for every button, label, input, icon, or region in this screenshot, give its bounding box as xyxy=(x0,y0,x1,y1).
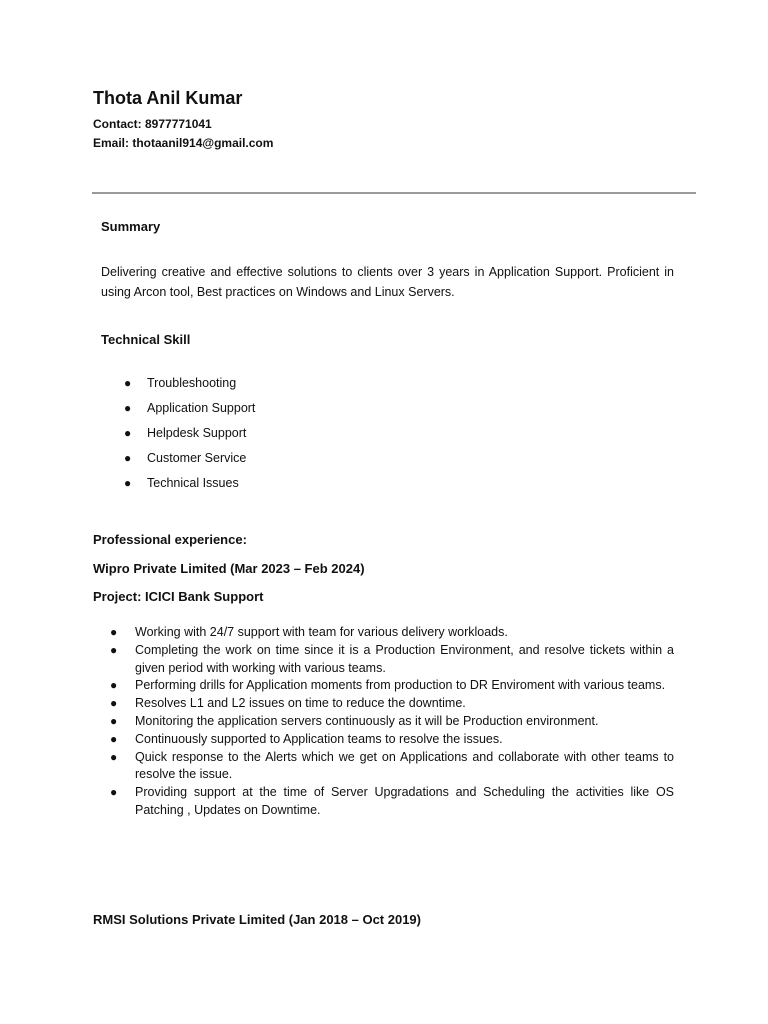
duty-text: Resolves L1 and L2 issues on time to reduce the downtime. xyxy=(135,696,466,711)
duty-item xyxy=(108,695,674,713)
duty-item xyxy=(108,642,674,678)
duty-item xyxy=(108,624,674,642)
duty-text: Quick response to the Alerts which we get on Applications and collaborate with other teams to resolve the issue. xyxy=(135,749,674,782)
bullet-icon: ● xyxy=(110,678,118,693)
duty-item xyxy=(108,749,674,785)
summary-text: Delivering creative and effective solutions to clients over 3 years in Application Support. Proficient in using Arcon tool, Best practices on Windows and Linux Servers. xyxy=(101,265,674,299)
summary-heading: Summary xyxy=(101,219,161,234)
bullet-icon: ● xyxy=(124,476,132,490)
bullet-icon: ● xyxy=(110,625,118,639)
duty-item xyxy=(108,731,674,749)
job-title-rmsi: RMSI Solutions Private Limited (Jan 2018 – Oct 2019) xyxy=(93,912,421,927)
duty-text: Providing support at the time of Server Upgradations and Scheduling the activities like OS Patching , Updates on Downtime. xyxy=(135,785,674,817)
duty-item xyxy=(108,784,674,820)
bullet-icon: ● xyxy=(110,749,118,764)
duty-text: Completing the work on time since it is a Production Environment, and resolve tickets within a given period with working with various teams. xyxy=(135,642,674,675)
job-title-wipro: Wipro Private Limited (Mar 2023 – Feb 2024) xyxy=(93,561,365,576)
technical-skill-heading: Technical Skill xyxy=(101,332,191,347)
skill-label: Customer Service xyxy=(147,451,247,465)
duty-text: Working with 24/7 support with team for various delivery workloads. xyxy=(135,625,508,639)
experience-heading: Professional experience: xyxy=(93,532,247,547)
skill-item xyxy=(120,425,255,450)
skill-item xyxy=(120,450,255,475)
skills-list xyxy=(120,375,255,500)
bullet-icon: ● xyxy=(110,785,118,800)
candidate-name: Thota Anil Kumar xyxy=(93,88,243,108)
duty-text: Continuously supported to Application teams to resolve the issues. xyxy=(135,731,503,746)
header-divider xyxy=(92,192,696,194)
bullet-icon: ● xyxy=(110,642,118,657)
skill-label: Helpdesk Support xyxy=(147,426,247,440)
duty-item xyxy=(108,713,674,731)
bullet-icon: ● xyxy=(124,401,132,415)
skill-item xyxy=(120,375,255,400)
bullet-icon: ● xyxy=(110,696,118,711)
project-title: Project: ICICI Bank Support xyxy=(93,589,264,604)
skill-item xyxy=(120,475,255,500)
bullet-icon: ● xyxy=(110,713,118,728)
skill-label: Technical Issues xyxy=(147,476,239,490)
duty-item xyxy=(108,677,674,695)
skill-label: Application Support xyxy=(147,401,256,415)
duty-text: Monitoring the application servers continuously as it will be Production environment. xyxy=(135,713,599,728)
bullet-icon: ● xyxy=(124,451,132,465)
contact-line: Contact: 8977771041 xyxy=(93,117,212,131)
skill-item xyxy=(120,400,255,425)
skill-label: Troubleshooting xyxy=(147,376,237,390)
bullet-icon: ● xyxy=(110,731,118,746)
bullet-icon: ● xyxy=(124,426,132,440)
bullet-icon: ● xyxy=(124,376,132,390)
duties-list xyxy=(108,624,674,820)
email-line: Email: thotaanil914@gmail.com xyxy=(93,136,274,150)
duty-text: Performing drills for Application moments from production to DR Enviroment with various teams. xyxy=(135,678,666,693)
